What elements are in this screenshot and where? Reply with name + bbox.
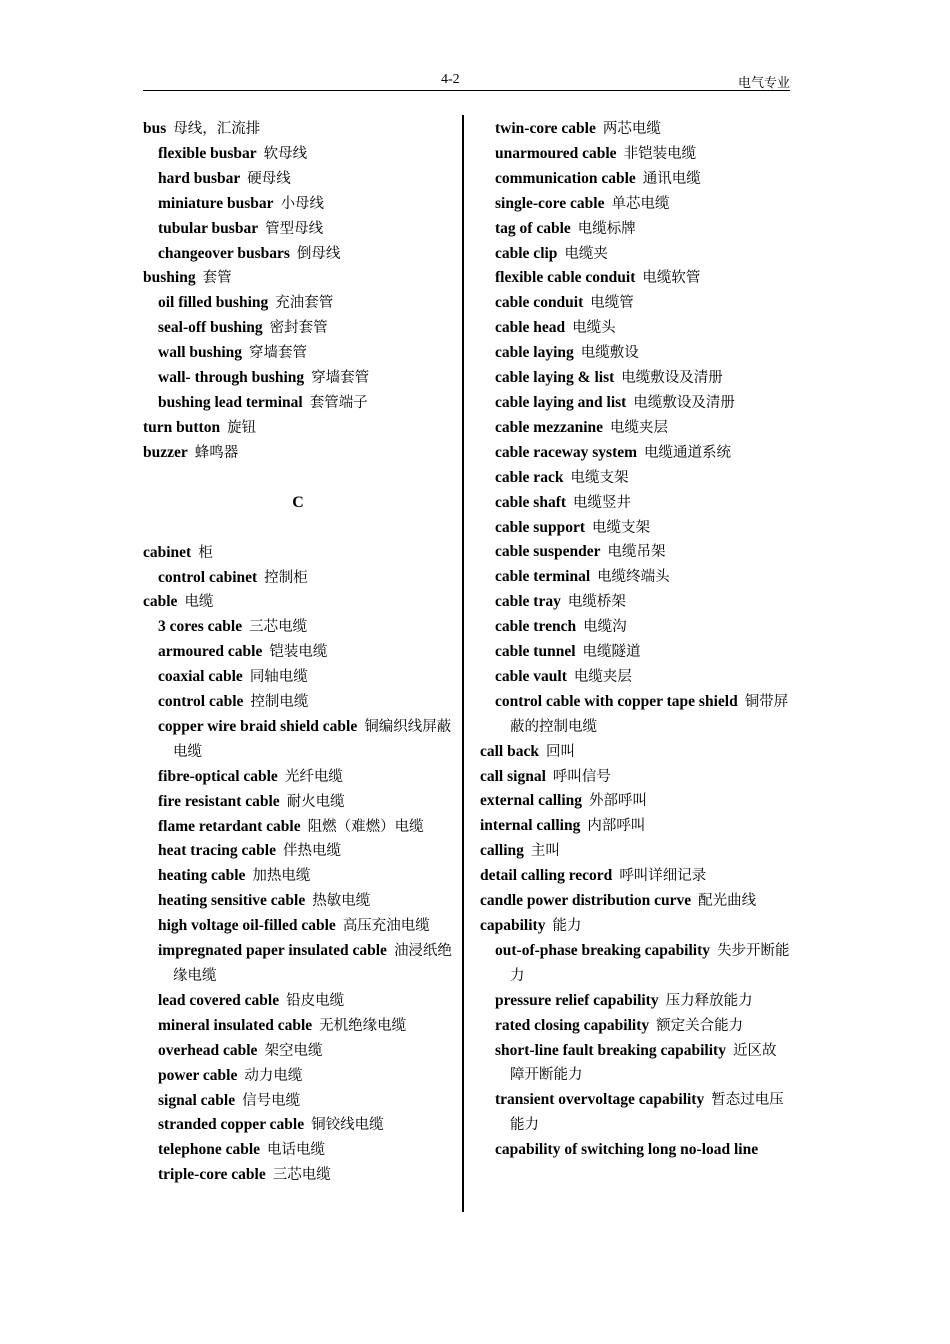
glossary-entry — [480, 142, 790, 167]
english-term: bushing — [143, 269, 196, 287]
chinese-translation: 软母线 — [263, 145, 308, 162]
glossary-entry — [143, 1089, 453, 1114]
english-term: unarmoured cable — [495, 144, 617, 162]
english-term: miniature busbar — [158, 194, 274, 212]
glossary-entry — [480, 989, 790, 1014]
glossary-entry — [143, 989, 453, 1014]
english-term: fibre-optical cable — [158, 767, 278, 785]
english-term: pressure relief capability — [495, 991, 659, 1009]
chinese-translation: 套管端子 — [309, 394, 368, 411]
glossary-entry — [480, 391, 790, 416]
english-term: cable terminal — [495, 568, 591, 586]
chinese-translation: 三芯电缆 — [249, 619, 308, 636]
left-column — [143, 117, 453, 1188]
glossary-entry — [143, 1163, 453, 1188]
english-term: short-line fault breaking capability — [495, 1041, 726, 1059]
english-term: oil filled bushing — [158, 294, 269, 312]
english-term: cable vault — [495, 667, 567, 685]
glossary-entry — [143, 566, 453, 591]
english-term: turn button — [143, 418, 221, 436]
chinese-translation: 电缆敷设及清册 — [633, 394, 735, 411]
chinese-translation: 近区故障开断能力 — [510, 1042, 777, 1084]
glossary-entry — [480, 1039, 790, 1089]
english-term: cable trench — [495, 618, 577, 636]
glossary-entry — [480, 839, 790, 864]
glossary-entry — [480, 914, 790, 939]
glossary-entry — [143, 316, 453, 341]
glossary-entry — [480, 889, 790, 914]
english-term: capability of switching long no-load line — [495, 1141, 759, 1159]
chinese-translation: 架空电缆 — [264, 1042, 323, 1059]
glossary-entry — [143, 1138, 453, 1163]
english-term: calling — [480, 842, 524, 860]
english-term: 3 cores cable — [158, 618, 243, 636]
glossary-entry — [480, 740, 790, 765]
right-column — [480, 117, 790, 1163]
glossary-entry — [480, 1138, 790, 1163]
chinese-translation: 电缆沟 — [583, 619, 627, 636]
glossary-entry — [480, 291, 790, 316]
english-term: cable laying — [495, 344, 574, 362]
english-term: cable — [143, 593, 178, 611]
english-term: call signal — [480, 767, 546, 785]
english-term: mineral insulated cable — [158, 1016, 313, 1034]
glossary-entry — [143, 815, 453, 840]
glossary-entry — [480, 491, 790, 516]
glossary-entry — [480, 864, 790, 889]
chinese-translation: 电缆竖井 — [573, 494, 632, 511]
english-term: internal calling — [480, 817, 581, 835]
chinese-translation: 倒母线 — [296, 245, 341, 262]
chinese-translation: 电话电缆 — [267, 1142, 326, 1159]
english-term: signal cable — [158, 1091, 236, 1109]
glossary-entry — [143, 341, 453, 366]
chinese-translation: 阻燃（难燃）电缆 — [307, 818, 424, 835]
english-term: wall- through bushing — [158, 369, 305, 387]
chinese-translation: 通讯电缆 — [642, 170, 701, 187]
glossary-entry — [143, 217, 453, 242]
glossary-entry — [480, 540, 790, 565]
english-term: buzzer — [143, 443, 188, 461]
glossary-entry — [480, 789, 790, 814]
chinese-translation: 两芯电缆 — [602, 121, 661, 137]
english-term: detail calling record — [480, 867, 613, 885]
glossary-entry — [143, 167, 453, 192]
english-term: tubular busbar — [158, 219, 259, 237]
english-term: telephone cable — [158, 1141, 261, 1159]
english-term: wall bushing — [158, 344, 243, 362]
chinese-translation: 耐火电缆 — [286, 793, 345, 810]
glossary-entry — [143, 391, 453, 416]
chinese-translation: 电缆桥架 — [567, 594, 626, 611]
chinese-translation: 失步开断能力 — [510, 942, 790, 984]
chinese-translation: 铅皮电缆 — [286, 992, 345, 1009]
english-term: heat tracing cable — [158, 842, 276, 860]
chinese-translation: 单芯电缆 — [611, 195, 670, 212]
english-term: out-of-phase breaking capability — [495, 941, 711, 959]
glossary-entry — [480, 615, 790, 640]
english-term: stranded copper cable — [158, 1116, 305, 1134]
english-term: impregnated paper insulated cable — [158, 942, 387, 960]
english-term: control cable — [158, 693, 244, 711]
english-term: single-core cable — [495, 194, 605, 212]
chinese-translation: 小母线 — [280, 195, 325, 212]
chinese-translation: 电缆夹 — [564, 245, 608, 262]
chinese-translation: 光纤电缆 — [284, 768, 343, 785]
chinese-translation: 套管 — [202, 270, 232, 287]
english-term: hard busbar — [158, 169, 241, 187]
glossary-entry — [480, 565, 790, 590]
chinese-translation: 高压充油电缆 — [342, 918, 430, 935]
english-term: twin-core cable — [495, 120, 596, 137]
chinese-translation: 回叫 — [546, 743, 575, 760]
glossary-entry — [143, 242, 453, 267]
english-term: changeover busbars — [158, 244, 290, 262]
chinese-translation: 电缆夹层 — [610, 419, 669, 436]
english-term: heating sensitive cable — [158, 892, 306, 910]
chinese-translation: 铜带屏蔽的控制电缆 — [510, 693, 789, 735]
chinese-translation: 压力释放能力 — [665, 992, 753, 1009]
chinese-translation: 电缆支架 — [592, 519, 650, 536]
glossary-entry — [143, 765, 453, 790]
glossary-entry — [143, 690, 453, 715]
english-term: cable head — [495, 319, 566, 337]
chinese-translation: 电缆敷设及清册 — [621, 370, 723, 387]
glossary-entry — [480, 690, 790, 740]
chinese-translation: 控制电缆 — [250, 694, 309, 711]
english-term: cable laying & list — [495, 369, 615, 387]
chinese-translation: 铜铰线电缆 — [311, 1117, 384, 1134]
glossary-entry — [480, 1014, 790, 1039]
english-term: control cable with copper tape shield — [495, 692, 738, 710]
glossary-entry — [143, 715, 453, 765]
chinese-translation: 电缆管 — [590, 295, 634, 312]
english-term: triple-core cable — [158, 1166, 266, 1184]
english-term: capability — [480, 917, 546, 934]
chinese-translation: 热敏电缆 — [312, 893, 371, 910]
english-term: copper wire braid shield cable — [158, 717, 358, 735]
english-term: candle power distribution curve — [480, 892, 692, 910]
page-header — [143, 72, 790, 91]
english-term: communication cable — [495, 169, 636, 187]
chinese-translation: 母线，汇流排 — [173, 121, 261, 137]
chinese-translation: 电缆标牌 — [577, 220, 636, 237]
english-term: cabinet — [143, 543, 192, 561]
chinese-translation: 穿墙套管 — [311, 370, 370, 387]
glossary-entry — [480, 242, 790, 267]
glossary-entry — [143, 1039, 453, 1064]
chinese-translation: 信号电缆 — [242, 1092, 301, 1109]
chinese-translation: 内部呼叫 — [587, 818, 646, 835]
chinese-translation: 配光曲线 — [698, 893, 757, 910]
page-number: 4-2 — [441, 72, 460, 87]
english-term: cable mezzanine — [495, 418, 604, 436]
chinese-translation: 电缆通道系统 — [644, 444, 732, 461]
glossary-entry — [143, 1113, 453, 1138]
chinese-translation: 能力 — [552, 918, 582, 934]
glossary-entry — [143, 266, 453, 291]
chinese-translation: 呼叫信号 — [552, 768, 611, 785]
glossary-entry — [143, 441, 453, 466]
english-term: bus — [143, 120, 167, 137]
chinese-translation: 电缆支架 — [570, 469, 629, 486]
chinese-translation: 电缆夹层 — [573, 668, 632, 685]
english-term: cable conduit — [495, 294, 584, 312]
chinese-translation: 穿墙套管 — [249, 345, 308, 362]
glossary-entry — [480, 1088, 790, 1138]
english-term: cable rack — [495, 468, 564, 486]
english-term: armoured cable — [158, 643, 263, 661]
chinese-translation: 硬母线 — [247, 170, 291, 187]
chinese-translation: 呼叫详细记录 — [619, 868, 707, 885]
english-term: cable tray — [495, 593, 561, 611]
english-term: overhead cable — [158, 1041, 258, 1059]
chinese-translation: 密封套管 — [269, 320, 328, 337]
glossary-entry — [480, 217, 790, 242]
chinese-translation: 柜 — [198, 544, 213, 561]
chinese-translation: 铠装电缆 — [269, 644, 328, 661]
chinese-translation: 电缆软管 — [642, 270, 701, 287]
english-term: high voltage oil-filled cable — [158, 917, 336, 935]
glossary-entry — [143, 366, 453, 391]
chinese-translation: 暂态过电压能力 — [510, 1092, 784, 1134]
glossary-entry — [480, 316, 790, 341]
chinese-translation: 电缆敷设 — [580, 345, 639, 362]
english-term: power cable — [158, 1066, 238, 1084]
chinese-translation: 动力电缆 — [244, 1067, 303, 1084]
glossary-entry — [480, 167, 790, 192]
english-term: coaxial cable — [158, 668, 243, 686]
chinese-translation: 控制柜 — [264, 569, 308, 586]
glossary-entry — [143, 864, 453, 889]
glossary-entry — [143, 142, 453, 167]
glossary-entry — [480, 516, 790, 541]
glossary-entry — [480, 765, 790, 790]
english-term: tag of cable — [495, 219, 571, 237]
english-term: cable raceway system — [495, 443, 638, 461]
english-term: lead covered cable — [158, 991, 280, 1009]
glossary-entry — [143, 889, 453, 914]
glossary-entry — [143, 790, 453, 815]
english-term: cable tunnel — [495, 643, 576, 661]
chinese-translation: 管型母线 — [265, 220, 324, 237]
glossary-entry — [480, 366, 790, 391]
chinese-translation: 三芯电缆 — [272, 1167, 331, 1184]
glossary-entry — [143, 590, 453, 615]
chinese-translation: 蜂鸣器 — [194, 444, 239, 461]
english-term: control cabinet — [158, 568, 258, 586]
glossary-entry — [480, 939, 790, 989]
glossary-entry — [480, 466, 790, 491]
glossary-entry — [480, 117, 790, 142]
english-term: call back — [480, 742, 539, 760]
header-title: 电气专业 — [737, 76, 790, 91]
section-heading: C — [292, 493, 304, 511]
chinese-translation: 电缆终端头 — [597, 569, 670, 586]
chinese-translation: 旋钮 — [227, 419, 257, 436]
english-term: bushing lead terminal — [158, 393, 303, 411]
chinese-translation: 同轴电缆 — [249, 669, 308, 686]
chinese-translation: 油浸纸绝缘电缆 — [173, 943, 452, 984]
chinese-translation: 加热电缆 — [252, 868, 311, 885]
glossary-entry — [143, 416, 453, 441]
glossary-entry — [480, 665, 790, 690]
glossary-entry — [143, 291, 453, 316]
chinese-translation: 非铠装电缆 — [623, 145, 697, 162]
glossary-entry — [480, 640, 790, 665]
glossary-entry — [143, 914, 453, 939]
chinese-translation: 主叫 — [530, 843, 560, 860]
glossary-entry — [143, 640, 453, 665]
chinese-translation: 充油套管 — [275, 295, 334, 312]
english-term: cable support — [495, 518, 585, 536]
glossary-entry — [480, 192, 790, 217]
chinese-translation: 无机绝缘电缆 — [319, 1017, 407, 1034]
glossary-entry — [143, 665, 453, 690]
english-term: fire resistant cable — [158, 792, 280, 810]
glossary-entry — [143, 1014, 453, 1039]
chinese-translation: 伴热电缆 — [282, 843, 341, 860]
english-term: cable laying and list — [495, 393, 627, 411]
chinese-translation: 外部呼叫 — [589, 793, 648, 810]
glossary-entry — [143, 192, 453, 217]
english-term: cable clip — [495, 244, 558, 262]
glossary-entry — [143, 939, 453, 989]
chinese-translation: 额定关合能力 — [656, 1017, 744, 1034]
glossary-entry — [143, 117, 453, 142]
glossary-entry — [480, 266, 790, 291]
english-term: seal-off bushing — [158, 319, 263, 337]
english-term: transient overvoltage capability — [495, 1091, 705, 1109]
glossary-entry — [480, 590, 790, 615]
glossary-entry — [143, 1064, 453, 1089]
glossary-entry — [143, 839, 453, 864]
column-divider — [462, 115, 464, 1212]
glossary-entry — [480, 341, 790, 366]
glossary-entry — [480, 441, 790, 466]
english-term: external calling — [480, 792, 583, 810]
chinese-translation: 电缆隧道 — [582, 644, 641, 661]
english-term: flexible cable conduit — [495, 269, 636, 287]
glossary-entry — [480, 416, 790, 441]
glossary-entry — [143, 541, 453, 566]
chinese-translation: 电缆头 — [572, 320, 616, 337]
english-term: rated closing capability — [495, 1016, 650, 1034]
glossary-entry — [480, 814, 790, 839]
glossary-entry — [143, 615, 453, 640]
english-term: flame retardant cable — [158, 817, 301, 835]
english-term: cable shaft — [495, 493, 567, 511]
chinese-translation: 电缆吊架 — [607, 544, 666, 561]
chinese-translation: 铜编织线屏蔽电缆 — [173, 718, 452, 760]
chinese-translation: 电缆 — [184, 594, 214, 611]
english-term: heating cable — [158, 867, 246, 885]
english-term: cable suspender — [495, 543, 601, 561]
english-term: flexible busbar — [158, 144, 257, 162]
